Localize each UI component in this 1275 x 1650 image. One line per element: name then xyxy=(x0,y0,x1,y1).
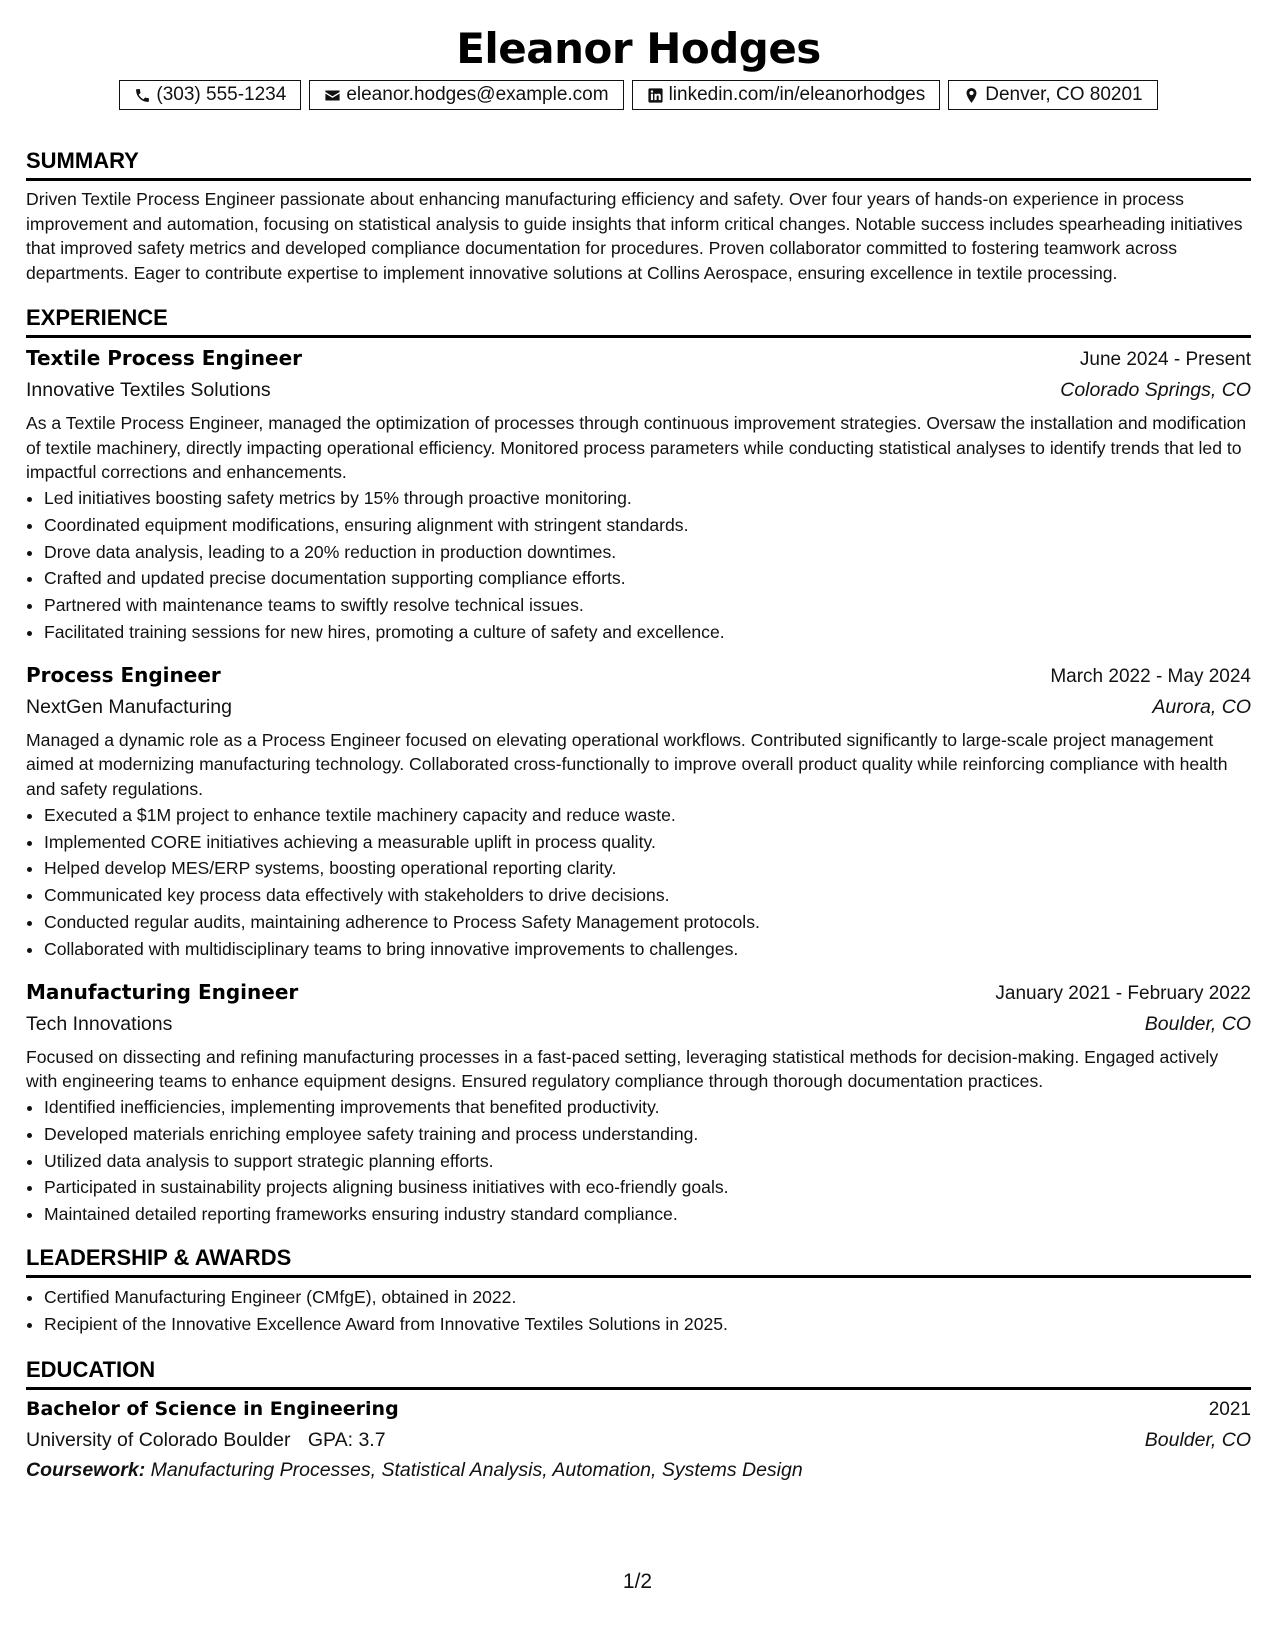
job-title: Textile Process Engineer xyxy=(26,345,303,370)
list-item: • Developed materials enriching employee safety training and process understanding. xyxy=(44,1121,1251,1148)
list-item: • Utilized data analysis to support strategic planning efforts. xyxy=(44,1148,1251,1175)
job-description: Focused on dissecting and refining manufacturing processes in a fast-paced setting, leveraging statistical methods for decision-making. Engaged actively with engineering teams to enhance equipment designs. Ensured regulatory compliance through thorough documentation practices. xyxy=(26,1046,1219,1092)
job-dates: March 2022 - May 2024 xyxy=(1050,665,1251,687)
list-item: • Drove data analysis, leading to a 20% reduction in production downtimes. xyxy=(44,539,1251,566)
list-item: • Facilitated training sessions for new hires, promoting a culture of safety and excellence. xyxy=(44,619,1251,646)
contact-bar xyxy=(26,80,1251,110)
job-company: Innovative Textiles Solutions xyxy=(26,378,271,401)
job-entry xyxy=(26,977,1251,1228)
list-item: • Executed a $1M project to enhance textile machinery capacity and reduce waste. xyxy=(44,802,1251,829)
phone-icon xyxy=(134,87,151,104)
list-item: • Coordinated equipment modifications, ensuring alignment with stringent standards. xyxy=(44,512,1251,539)
summary-section xyxy=(26,147,1251,286)
experience-section xyxy=(26,304,1251,1228)
graduation-year: 2021 xyxy=(1208,1398,1251,1420)
leadership-bullets xyxy=(26,1284,1251,1338)
job-dates: January 2021 - February 2022 xyxy=(995,982,1251,1004)
linkedin-icon xyxy=(647,87,664,104)
job-title: Process Engineer xyxy=(26,662,221,687)
summary-divider xyxy=(26,178,1251,181)
list-item: • Identified inefficiencies, implementing improvements that benefited productivity. xyxy=(44,1094,1251,1121)
education-divider xyxy=(26,1387,1251,1390)
leadership-divider xyxy=(26,1275,1251,1278)
contact-location[interactable] xyxy=(948,80,1157,110)
job-dates: June 2024 - Present xyxy=(1079,348,1251,370)
contact-email-text: eleanor.hodges@example.com xyxy=(346,84,609,105)
list-item: • Communicated key process data effectively with stakeholders to drive decisions. xyxy=(44,882,1251,909)
list-item: • Participated in sustainability projects aligning business initiatives with eco-friendly goals. xyxy=(44,1174,1251,1201)
list-item: • Crafted and updated precise documentation supporting compliance efforts. xyxy=(44,565,1251,592)
experience-divider xyxy=(26,335,1251,338)
list-item: • Maintained detailed reporting frameworks ensuring industry standard compliance. xyxy=(44,1201,1251,1228)
job-title: Manufacturing Engineer xyxy=(26,979,299,1004)
page-number: 1/2 xyxy=(622,1570,653,1593)
job-description: As a Textile Process Engineer, managed the optimization of processes through continuous improvement strategies. Oversaw the installation and modification of textile machinery, directly impacting operational efficiency. Monitored process parameters while conducting statistical analyses to identify trends that led to impactful corrections and enhancements. xyxy=(26,412,1247,483)
job-location: Boulder, CO xyxy=(1144,1012,1251,1035)
job-entry xyxy=(26,660,1251,963)
job-bullets xyxy=(26,485,1251,646)
list-item: • Collaborated with multidisciplinary teams to bring innovative improvements to challenges. xyxy=(44,936,1251,963)
summary-text: Driven Textile Process Engineer passionate about enhancing manufacturing efficiency and safety. Over four years of hands-on experience in process improvement and automation, focusing on statistical analysis to guide insights that inform critical changes. Notable success includes spearheading initiatives that improved safety metrics and developed compliance documentation for procedures. Proven collaborator committed to fostering teamwork across departments. Eager to contribute expertise to implement innovative solutions at Collins Aerospace, ensuring excellence in textile processing. xyxy=(26,189,1243,284)
summary-heading: SUMMARY xyxy=(26,148,139,173)
coursework xyxy=(26,1455,1251,1485)
job-company: Tech Innovations xyxy=(26,1012,173,1035)
candidate-name: Eleanor Hodges xyxy=(456,24,821,73)
job-bullets xyxy=(26,1094,1251,1228)
leadership-heading: LEADERSHIP & AWARDS xyxy=(26,1244,292,1270)
list-item: • Helped develop MES/ERP systems, boosting operational reporting clarity. xyxy=(44,855,1251,882)
contact-phone[interactable] xyxy=(119,80,301,110)
contact-phone-text: (303) 555-1234 xyxy=(156,84,287,105)
list-item: • Certified Manufacturing Engineer (CMfgE), obtained in 2022. xyxy=(44,1284,1251,1311)
degree: Bachelor of Science in Engineering xyxy=(26,1397,399,1420)
contact-linkedin-text: linkedin.com/in/eleanorhodges xyxy=(668,84,926,105)
resume-page xyxy=(26,0,1251,1485)
coursework-text: Manufacturing Processes, Statistical Analysis, Automation, Systems Design xyxy=(150,1458,803,1481)
school-location: Boulder, CO xyxy=(1144,1428,1251,1451)
contact-location-text: Denver, CO 80201 xyxy=(985,84,1143,105)
map-marker-icon xyxy=(963,87,980,104)
experience-heading: EXPERIENCE xyxy=(26,304,168,330)
contact-linkedin[interactable] xyxy=(632,80,941,110)
education-heading: EDUCATION xyxy=(26,1356,156,1382)
education-section xyxy=(26,1356,1251,1485)
envelope-icon xyxy=(324,87,341,104)
list-item: • Led initiatives boosting safety metrics by 15% through proactive monitoring. xyxy=(44,485,1251,512)
job-description: Managed a dynamic role as a Process Engineer focused on elevating operational workflows. Contributed significantly to large-scale project management aimed at modernizing manufacturing technology. Collaborated cross-functionally to improve overall product quality while reinforcing compliance with health and safety regulations. xyxy=(26,729,1228,800)
list-item: • Implemented CORE initiatives achieving a measurable uplift in process quality. xyxy=(44,829,1251,856)
contact-email[interactable] xyxy=(309,80,623,110)
leadership-section xyxy=(26,1244,1251,1338)
list-item: • Conducted regular audits, maintaining adherence to Process Safety Management protocols. xyxy=(44,909,1251,936)
school-name: University of Colorado Boulder xyxy=(26,1428,291,1451)
list-item: • Recipient of the Innovative Excellence Award from Innovative Textiles Solutions in 2025. xyxy=(44,1311,1251,1338)
coursework-label: Coursework: xyxy=(26,1458,146,1481)
job-company: NextGen Manufacturing xyxy=(26,695,232,718)
job-location: Colorado Springs, CO xyxy=(1060,378,1251,401)
job-entry xyxy=(26,343,1251,646)
gpa: GPA: 3.7 xyxy=(307,1428,386,1451)
job-bullets xyxy=(26,802,1251,963)
list-item: • Partnered with maintenance teams to swiftly resolve technical issues. xyxy=(44,592,1251,619)
job-location: Aurora, CO xyxy=(1152,695,1251,718)
